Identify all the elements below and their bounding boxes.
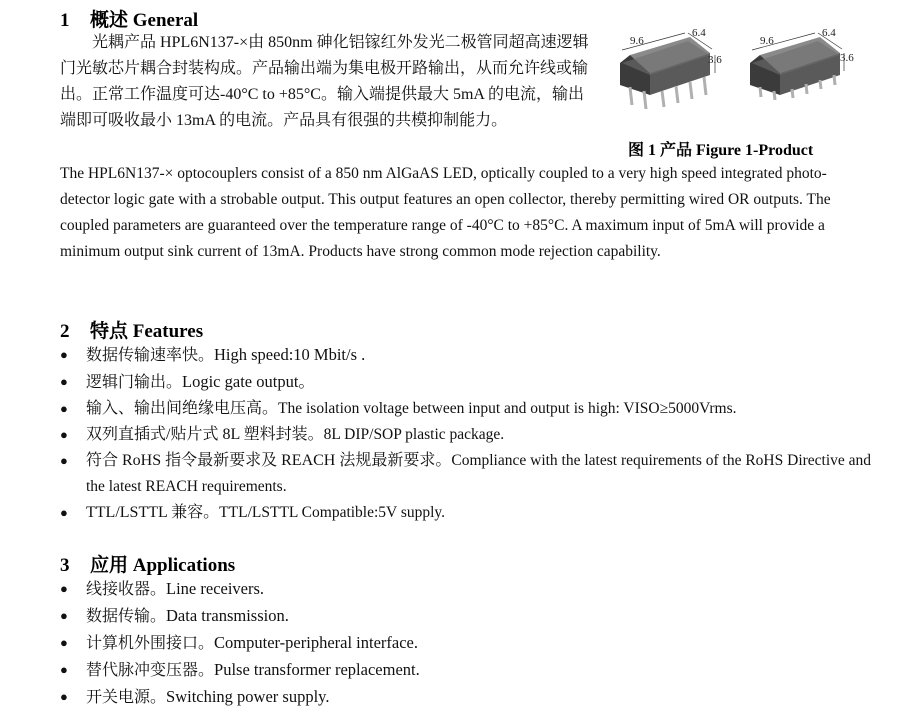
bullet-icon: ● (60, 347, 68, 362)
section-3-heading (60, 550, 235, 577)
item-zh: TTL/LSTTL 兼容。 (86, 504, 220, 521)
list-item (60, 448, 880, 500)
section-title: 应用 Applications (90, 555, 236, 576)
overview-paragraph-zh: 光耦产品 HPL6N137-×由 850nm 砷化铝镓红外发光二极管同超高速逻辑门光敏芯片耦合封装构成。产品输出端为集电极开路输出，从而允许线或输出。正常工作温度可达-40°C to +85°C。输入端提供最大 5mA 的电流，输出端即可吸收最小 13mA 的电流。产品具有很强的共模抑制能力。 (60, 34, 589, 129)
item-en: Data transmission. (166, 606, 289, 625)
dim-length-1: 9.6 (630, 35, 644, 47)
chip-dip-image (620, 37, 710, 109)
item-zh: 逻辑门输出。 (86, 374, 183, 391)
bullet-icon: ● (60, 427, 68, 442)
item-en: Computer-peripheral interface. (214, 633, 419, 652)
item-zh: 数据传输。 (86, 608, 167, 625)
item-en: The isolation voltage between input and output is high: VISO≥5000Vrms. (278, 400, 737, 417)
item-zh: 输入、输出间绝缘电压高。 (86, 400, 279, 417)
section-1-heading (60, 5, 198, 32)
item-zh: 双列直插式/贴片式 8L 塑料封装。 (86, 426, 324, 443)
overview-paragraph-en: The HPL6N137-× optocouplers consist of a 850 nm AlGaAS LED, optically coupled to a very high speed integrated photo-detector logic gate with a strobable output. This output features an open collector, thereby permitting wired OR outputs. The coupled parameters are guaranteed over the temperature range of -40°C to +85°C. A maximum input of 5mA will provide a minimum output sink current of 13mA. Products have strong common mode rejection capability. (60, 165, 831, 260)
product-figure (600, 25, 860, 135)
list-item (60, 630, 880, 657)
list-item (60, 684, 880, 711)
section-number: 2 (60, 321, 70, 342)
list-item (60, 657, 880, 684)
section-number: 3 (60, 555, 70, 576)
item-zh: 线接收器。 (86, 581, 167, 598)
list-item (60, 603, 880, 630)
features-list (60, 342, 880, 526)
bullet-icon: ● (60, 689, 68, 704)
item-en: Pulse transformer replacement. (214, 660, 420, 679)
list-item (60, 396, 880, 422)
bullet-icon: ● (60, 505, 68, 520)
list-item (60, 576, 880, 603)
bullet-icon: ● (60, 581, 68, 596)
item-en: Line receivers. (166, 579, 265, 598)
item-zh: 符合 RoHS 指令最新要求及 REACH 法规最新要求。 (86, 452, 452, 469)
item-zh: 替代脉冲变压器。 (86, 662, 215, 679)
item-en: TTL/LSTTL Compatible:5V supply. (219, 504, 446, 521)
section-number: 1 (60, 10, 70, 31)
section-2-heading (60, 316, 203, 343)
item-zh: 计算机外围接口。 (86, 635, 215, 652)
bullet-icon: ● (60, 662, 68, 677)
dim-length-2: 9.6 (760, 35, 774, 47)
figure-caption: 图 1 产品 Figure 1-Product (628, 142, 814, 159)
item-zh: 数据传输速率快。 (86, 347, 215, 364)
section-title: 特点 Features (90, 321, 204, 342)
applications-list (60, 576, 880, 711)
item-zh: 开关电源。 (86, 689, 167, 706)
section-title: 概述 General (90, 10, 199, 31)
dim-width-2: 6.4 (822, 27, 836, 39)
bullet-icon: ● (60, 635, 68, 650)
item-en: High speed:10 Mbit/s . (214, 345, 366, 364)
list-item (60, 369, 880, 396)
item-en: Compliance with the latest requirements of the RoHS Directive and the latest REACH requirements. (86, 452, 872, 495)
bullet-icon: ● (60, 608, 68, 623)
dim-height-1: 3.6 (708, 54, 722, 66)
list-item (60, 422, 880, 448)
list-item (60, 342, 880, 369)
item-en: Logic gate output。 (182, 372, 315, 391)
bullet-icon: ● (60, 401, 68, 416)
item-en: Switching power supply. (166, 687, 330, 706)
dim-width-1: 6.4 (692, 27, 706, 39)
bullet-icon: ● (60, 453, 68, 468)
bullet-icon: ● (60, 374, 68, 389)
dim-height-2: 3.6 (840, 52, 854, 64)
item-en: 8L DIP/SOP plastic package. (323, 426, 505, 443)
list-item (60, 500, 880, 526)
